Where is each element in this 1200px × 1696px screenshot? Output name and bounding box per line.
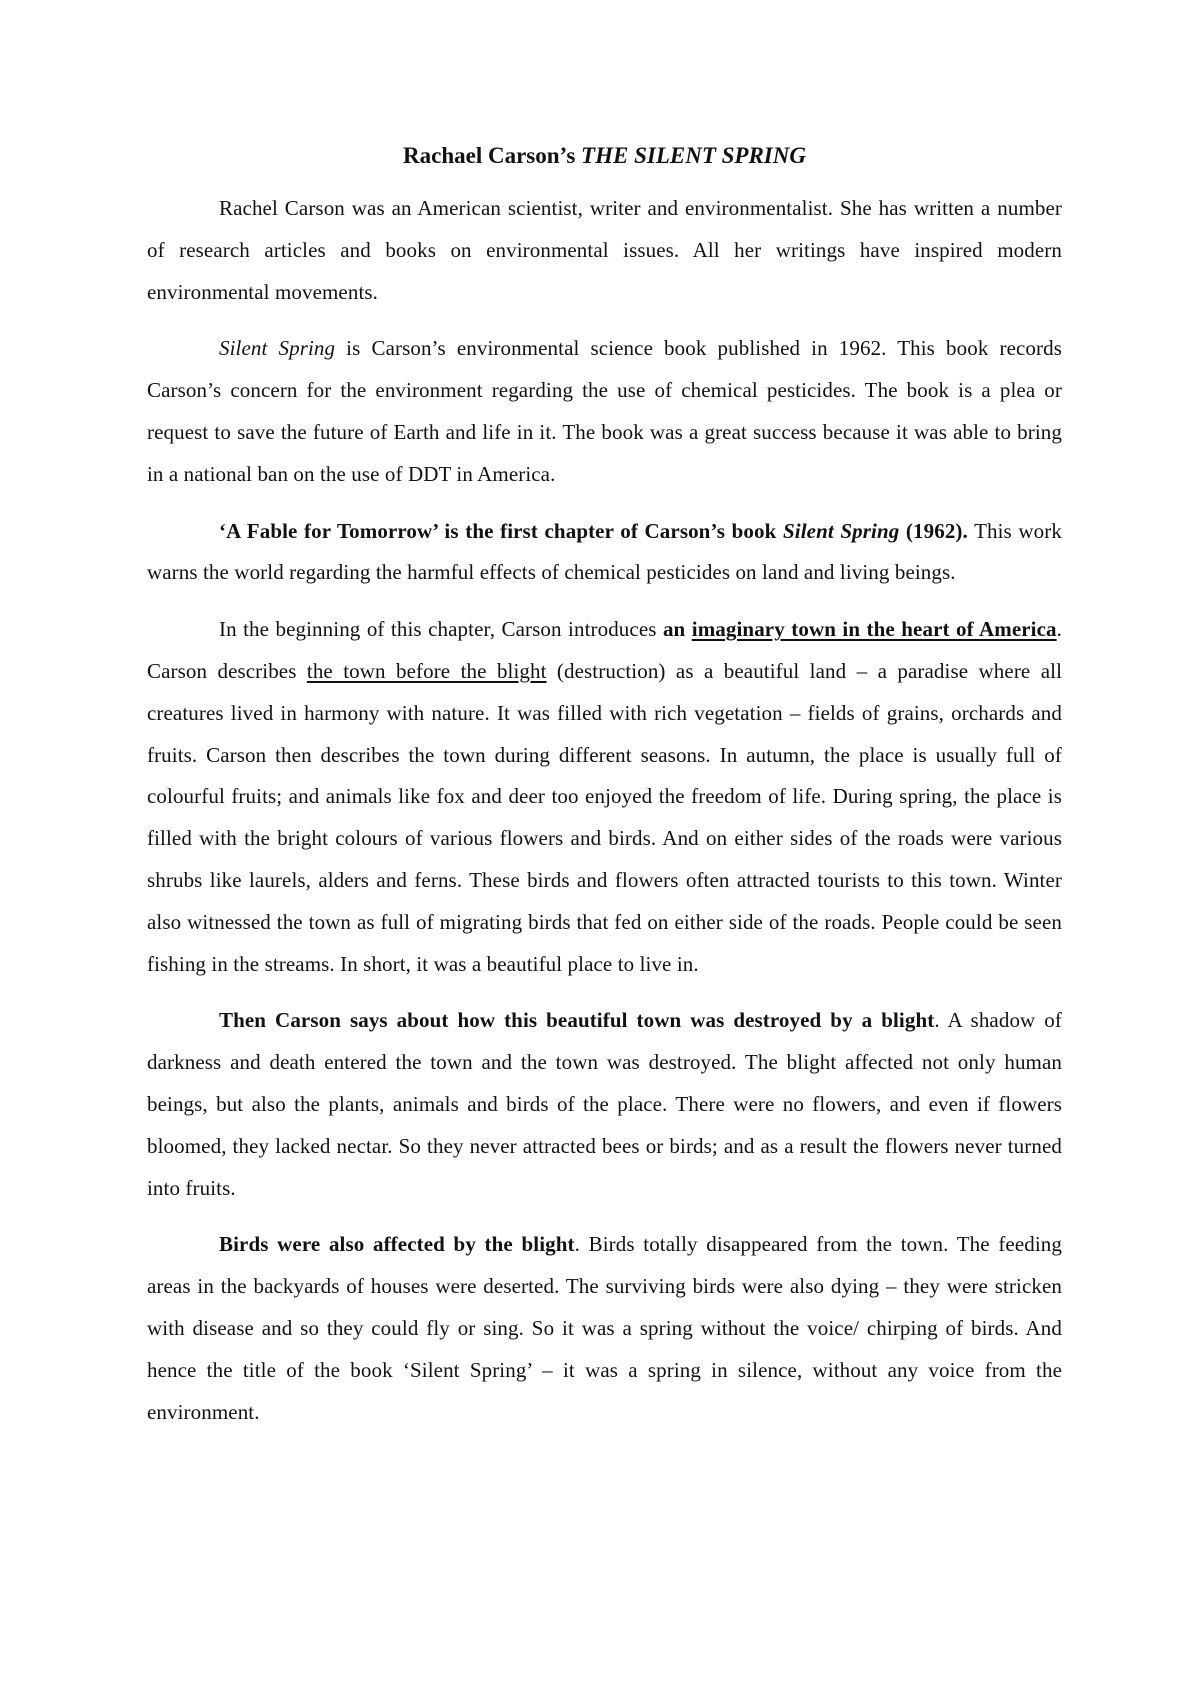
paragraph-town-destroyed: [147, 1000, 1062, 1209]
birds-heading-text: Birds were also affected by the blight: [219, 1232, 575, 1257]
paragraph-birds-affected: [147, 1224, 1062, 1433]
paragraph-book-summary: [147, 328, 1062, 495]
text-run: In the beginning of this chapter, Carson introduces: [219, 617, 663, 642]
imaginary-town-phrase: imaginary town in the heart of America: [691, 617, 1057, 642]
bold-run: an: [662, 617, 692, 642]
title-book-name: THE SILENT SPRING: [581, 143, 806, 168]
paragraph-author-intro: [147, 188, 1062, 313]
text-run: Rachel Carson was an American scientist, writer and environmentalist. She has written a number of research articles and books on environmental issues. All her writings have inspired modern environmental movements.: [147, 196, 1062, 304]
blight-heading-text: Then Carson says about how this beautiful town was destroyed by a blight: [219, 1008, 935, 1033]
publication-year: (1962).: [899, 518, 968, 543]
title-prefix: Rachael Carson’s: [403, 143, 582, 168]
book-title-italic: Silent Spring: [219, 336, 336, 361]
chapter-heading-text: ‘A Fable for Tomorrow’ is the first chapter of Carson’s book: [219, 518, 783, 543]
book-title-bold-italic: Silent Spring: [783, 518, 900, 543]
document-title: [147, 140, 1062, 172]
town-before-blight-phrase: the town before the blight: [306, 658, 547, 683]
document-page: [147, 140, 1062, 1448]
text-run: This work warns the world regarding the harmful effects of chemical pesticides on land and living beings.: [147, 518, 1062, 585]
text-run: . Birds totally disappeared from the town. The feeding areas in the backyards of houses were deserted. The surviving birds were also dying – they were stricken with disease and so they could fly or sing. So it was a spring without the voice/ chirping of birds. And hence the title of the book ‘Silent Spring’ – it was a spring in silence, without any voice from the environment.: [147, 1232, 1062, 1424]
paragraph-chapter-intro: [147, 511, 1062, 595]
paragraph-town-description: [147, 609, 1062, 985]
text-run: . Carson describes: [147, 617, 1062, 683]
text-run: is Carson’s environmental science book published in 1962. This book records Carson’s concern for the environment regarding the use of chemical pesticides. The book is a plea or request to save the future of Earth and life in it. The book was a great success because it was able to bring in a national ban on the use of DDT in America.: [147, 336, 1062, 486]
text-run: (destruction) as a beautiful land – a paradise where all creatures lived in harmony with nature. It was filled with rich vegetation – fields of grains, orchards and fruits. Carson then describes the town during different seasons. In autumn, the place is usually full of colourful fruits; and animals like fox and deer too enjoyed the freedom of life. During spring, the place is filled with the bright colours of various flowers and birds. And on either sides of the roads were various shrubs like laurels, alders and ferns. These birds and flowers often attracted tourists to this town. Winter also witnessed the town as full of migrating birds that fed on either side of the roads. People could be seen fishing in the streams. In short, it was a beautiful place to live in.: [147, 658, 1062, 976]
text-run: . A shadow of darkness and death entered the town and the town was destroyed. The blight affected not only human beings, but also the plants, animals and birds of the place. There were no flowers, and even if flowers bloomed, they lacked nectar. So they never attracted bees or birds; and as a result the flowers never turned into fruits.: [147, 1008, 1062, 1200]
